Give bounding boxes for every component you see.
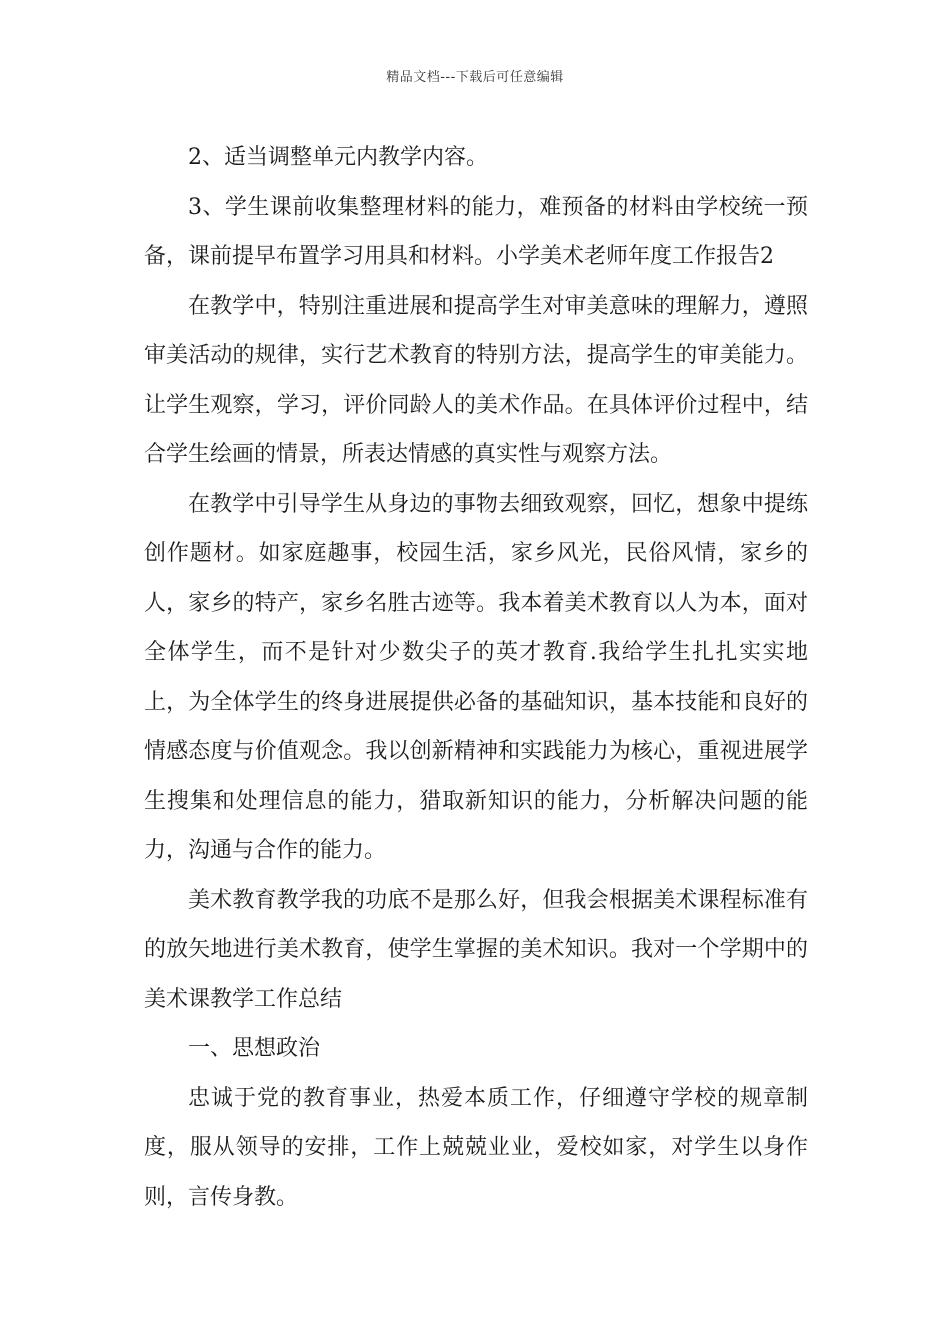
paragraph-aesthetic-teaching: 在教学中，特别注重进展和提高学生对审美意味的理解力，遵照审美活动的规律，实行艺术教育的特别方法，提高学生的审美能力。让学生观察，学习，评价同龄人的美术作品。在具体评价过程中，结合学生绘画的情景，所表达情感的真实性与观察方法。 (144, 293, 808, 467)
paragraph-loyalty: 忠诚于党的教育事业，热爱本质工作，仔细遵守学校的规章制度，服从领导的安排，工作上兢兢业业，爱校如家，对学生以身作则，言传身教。 (144, 1085, 808, 1210)
paragraph-observation-guidance: 在教学中引导学生从身边的事物去细致观察，回忆，想象中提练创作题材。如家庭趣事，校园生活，家乡风光，民俗风情，家乡的人，家乡的特产，家乡名胜古迹等。我本着美术教育以人为本，面对全体学生，而不是针对少数尖子的英才教育.我给学生扎扎实实地上，为全体学生的终身进展提供必备的基础知识，基本技能和良好的情感态度与价值观念。我以创新精神和实践能力为核心，重视进展学生搜集和处理信息的能力，猎取新知识的能力，分析解决问题的能力，沟通与合作的能力。 (144, 491, 808, 863)
paragraph-adjust-content: 2、适当调整单元内教学内容。 (188, 145, 488, 170)
paragraph-material-collection: 3、学生课前收集整理材料的能力，难预备的材料由学校统一预备，课前提早布置学习用具和材料。小学美术老师年度工作报告2 (144, 194, 808, 269)
paragraph-teaching-summary: 美术教育教学我的功底不是那么好，但我会根据美术课程标准有的放矢地进行美术教育，使学生掌握的美术知识。我对一个学期中的美术课教学工作总结 (144, 887, 808, 1012)
document-body (144, 133, 808, 1222)
page-header: 精品文档---下载后可任意编辑 (386, 70, 564, 85)
section-heading-ideology: 一、思想政治 (188, 1036, 321, 1061)
